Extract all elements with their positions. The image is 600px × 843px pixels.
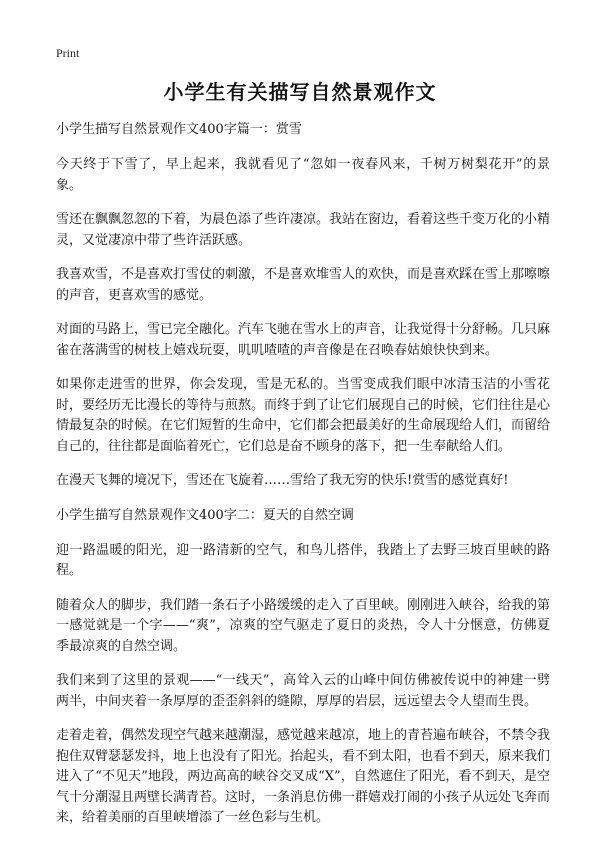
paragraph: 如果你走进雪的世界，你会发现，雪是无私的。当雪变成我们眼中冰清玉洁的小雪花时，要经历无比漫长的等待与煎熬。而终于到了让它们展现自己的时候，它们往往是心情最复杂的时候。在它们短暂的生命中，它们都会把最美好的生命展现给人们，而留给自己的，往往都是面临着死亡，它们总是奋不顾身的落下，把一生奉献给人们。 [56,377,551,454]
paragraph: 对面的马路上，雪已完全融化。汽车飞驰在雪水上的声音，让我觉得十分舒畅。几只麻雀在落满雪的树枝上嬉戏玩耍，叽叽喳喳的声音像是在召唤春姑娘快快到来。 [56,322,551,358]
paragraph: 雪还在飘飘忽忽的下着，为晨色添了些许凄凉。我站在窗边，看着这些千变万化的小精灵，又觉凄凉中带了些许活跃感。 [56,212,551,248]
article-body [56,120,550,843]
page-title: 小学生有关描写自然景观作文 [163,80,437,104]
paragraph: 随着众人的脚步，我们踏一条石子小路缓缓的走入了百里峡。刚刚进入峡谷，给我的第一感觉就是一个字——“爽”，凉爽的空气驱走了夏日的炎热，令人十分惬意，仿佛夏季最凉爽的自然空调。 [56,597,551,654]
paragraph: 迎一路温暖的阳光，迎一路清新的空气，和鸟儿搭伴，我踏上了去野三坡百里峡的路程。 [56,542,550,578]
print-label: Print [56,46,80,60]
paragraph: 今天终于下雪了，早上起来，我就看见了“忽如一夜春风来，千树万树梨花开”的景象。 [56,157,550,193]
paragraph: 在漫天飞舞的境况下，雪还在飞旋着……雪给了我无穷的快乐!赏雪的感觉真好! [56,473,509,488]
section-heading-2: 小学生描写自然景观作文400字二：夏天的自然空调 [56,507,354,523]
paragraph: 走着走着，偶然发现空气越来越潮湿，感觉越来越凉，地上的青苔遍布峡谷，不禁令我抱住双臂瑟瑟发抖，地上也没有了阳光。抬起头，看不到太阳，也看不到天，原来我们进入了“不见天”地段，两边高高的峡谷交叉成“X”，自然遮住了阳光，看不到天，是空气十分潮湿且两壁长满青苔。这时，一条消息仿佛一群嬉戏打闹的小孩子从远处飞奔而来，给着美丽的百里峡增添了一丝色彩与生机。 [56,728,551,825]
section-heading-1: 小学生描写自然景观作文400字篇一：赏雪 [56,122,302,137]
paragraph: 我喜欢雪，不是喜欢打雪仗的刺激，不是喜欢堆雪人的欢快，而是喜欢踩在雪上那嚓嚓的声音，更喜欢雪的感觉。 [56,267,551,303]
paragraph: 我们来到了这里的景观——“一线天”，高耸入云的山峰中间仿佛被传说中的神建一劈两半，中间夹着一条厚厚的歪歪斜斜的缝隙，厚厚的岩层，远远望去令人望而生畏。 [56,673,550,709]
